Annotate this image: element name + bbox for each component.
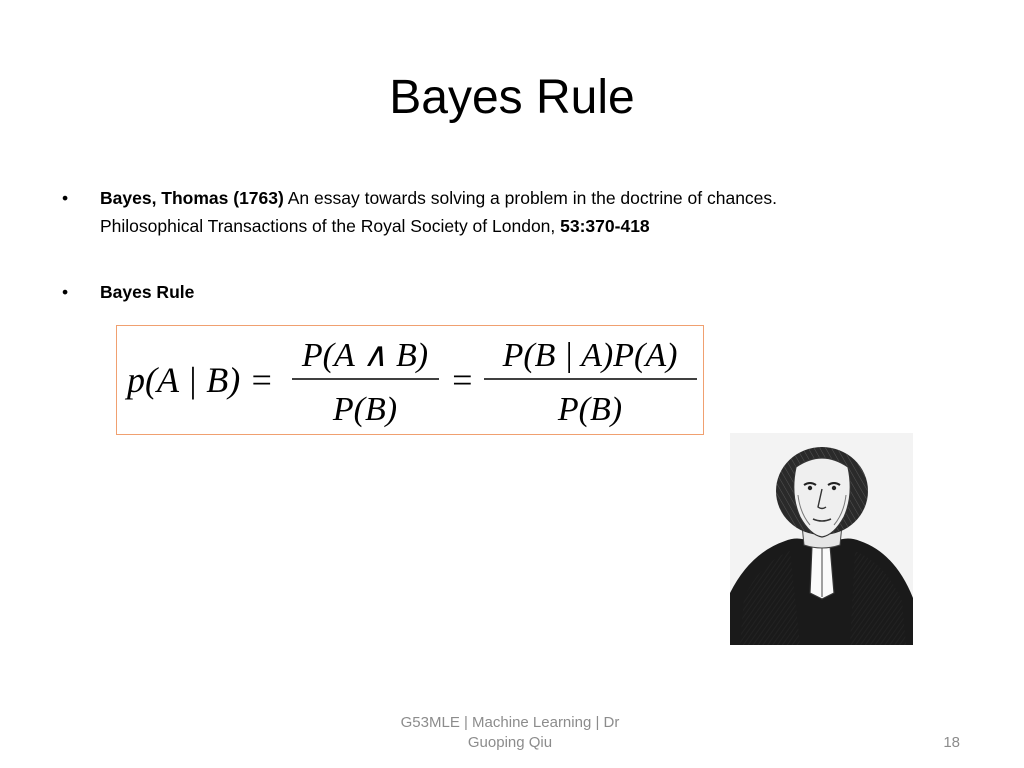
citation-title: An essay towards solving a problem in the doctrine of chances. (283, 188, 778, 208)
page-number: 18 (943, 734, 960, 751)
formula-equals: = (449, 360, 475, 400)
slide-title: Bayes Rule (389, 71, 635, 124)
citation-pages: 53:370-418 (560, 216, 650, 236)
citation-author-year: Bayes, Thomas (1763) (100, 188, 284, 208)
formula-frac2-denominator: P(B) (557, 391, 623, 428)
formula-frac2-numerator: P(B | A)P(A) (502, 337, 678, 374)
slide-footer (360, 713, 660, 753)
footer-line-2: Guoping Qiu (467, 734, 553, 751)
formula-frac1-numerator: P(A ∧ B) (301, 337, 429, 374)
bullet-dot: • (62, 282, 69, 302)
thomas-bayes-portrait (730, 433, 913, 645)
formula-lhs: p(A | B) = (127, 360, 274, 400)
formula-frac1-denominator: P(B) (332, 391, 398, 428)
bullet-list (62, 184, 942, 306)
portrait-engraving (730, 433, 913, 645)
bullet-citation (62, 184, 942, 240)
bayes-formula-box (116, 325, 704, 435)
bullet-bayes-rule-label: Bayes Rule (100, 282, 195, 302)
bullet-bayes-rule (62, 278, 942, 306)
citation-journal: Philosophical Transactions of the Royal Society of London, (100, 216, 561, 236)
footer-line-1: G53MLE | Machine Learning | Dr (400, 714, 620, 731)
bayes-formula (117, 326, 702, 433)
bullet-dot: • (62, 188, 69, 208)
